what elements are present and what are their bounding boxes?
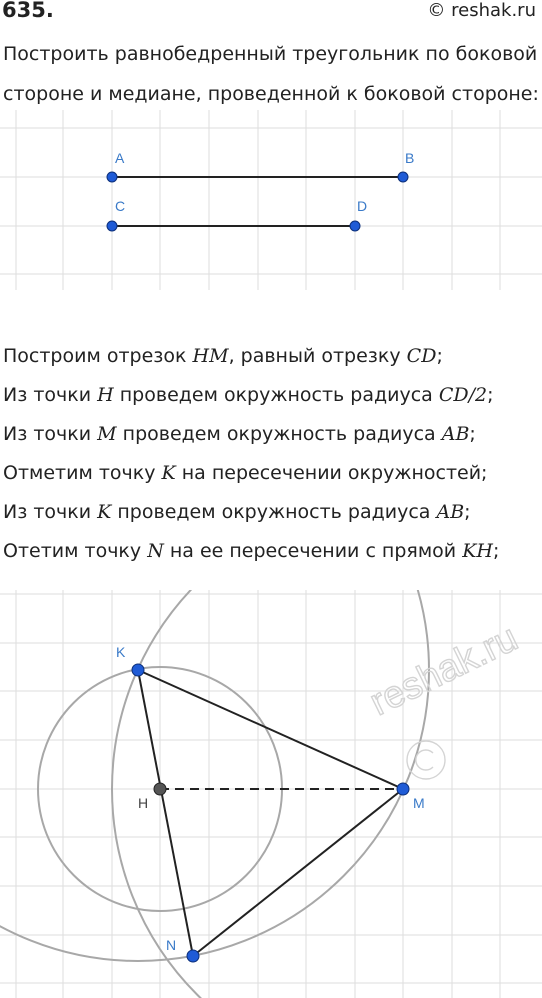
point-d xyxy=(350,221,360,231)
step-4: Отметим точку K на пересечении окружностей; xyxy=(3,462,488,484)
step-1: Построим отрезок HM, равный отрезку CD; xyxy=(3,345,443,367)
task-number: 635. xyxy=(2,0,54,22)
label-d: D xyxy=(357,198,368,214)
construction-figure xyxy=(0,590,542,998)
base-nm xyxy=(193,789,403,956)
point-h xyxy=(154,783,166,795)
label-b: B xyxy=(405,150,415,166)
side-kn xyxy=(138,670,193,956)
grid xyxy=(0,110,542,290)
label-c: C xyxy=(115,198,126,214)
given-segments-figure xyxy=(0,110,542,290)
circle-center-k xyxy=(0,590,429,961)
task-statement: Построить равнобедренный треугольник по боковой стороне и медиане, проведенной к боковой стороне: xyxy=(3,43,539,105)
site-credit: © reshak.ru xyxy=(427,0,536,21)
label-k: K xyxy=(116,644,126,660)
point-k xyxy=(132,664,144,676)
label-m: M xyxy=(413,795,425,811)
copyright-icon xyxy=(407,741,445,779)
point-b xyxy=(398,172,408,182)
label-n: N xyxy=(166,937,177,953)
point-c xyxy=(107,221,117,231)
label-a: A xyxy=(115,150,125,166)
step-3: Из точки M проведем окружность радиуса AB; xyxy=(3,423,476,445)
step-2: Из точки H проведем окружность радиуса CD/2; xyxy=(3,384,494,406)
step-6: Отетим точку N на ее пересечении с прямой KH; xyxy=(3,540,500,562)
step-5: Из точки K проведем окружность радиуса AB; xyxy=(3,501,471,523)
watermark: reshak.ru xyxy=(363,616,525,725)
label-h: H xyxy=(138,795,149,811)
point-n xyxy=(187,950,199,962)
point-a xyxy=(107,172,117,182)
point-m xyxy=(397,783,409,795)
